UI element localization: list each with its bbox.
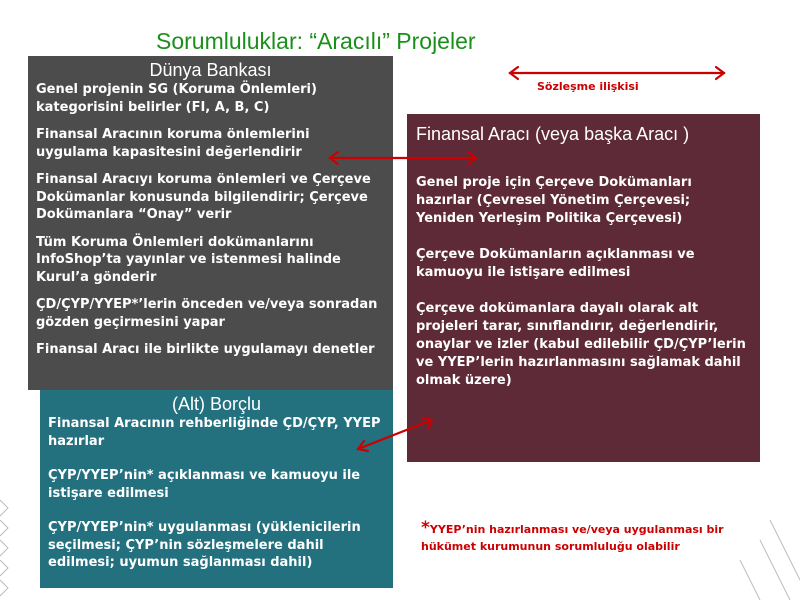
borrower-box (40, 390, 393, 588)
world-bank-box (28, 56, 393, 390)
world-bank-item: ÇD/ÇYP/YYEP*’lerin önceden ve/veya sonradan gözden geçirmesini yapar (36, 297, 378, 330)
financial-intermediary-item: Çerçeve Dokümanların açıklanması ve kamuoyu ile istişare edilmesi (416, 247, 695, 280)
contract-relationship-label: Sözleşme ilişkisi (537, 80, 639, 93)
borrower-heading: (Alt) Borçlu (171, 394, 261, 414)
world-bank-item: Finansal Aracı ile birlikte uygulamayı denetler (36, 342, 375, 357)
world-bank-item: Tüm Koruma Önlemleri dokümanlarını InfoShop’ta yayınlar ve istenmesi halinde Kurul’a gönderir (36, 234, 341, 285)
financial-intermediary-item: Çerçeve dokümanlara dayalı olarak alt projeleri tarar, sınıflandırır, değerlendirir, onaylar ve izler (kabul edilebilir ÇD/ÇYP’lerin ve YYEP’lerin hazırlanmasını sağlamak dahil olmak üzere) (416, 301, 746, 388)
financial-intermediary-heading: Finansal Aracı (veya başka Aracı ) (416, 124, 690, 144)
footnote-star: * (421, 518, 430, 538)
financial-intermediary-box (407, 114, 760, 462)
borrower-item: Finansal Aracının rehberliğinde ÇD/ÇYP, YYEP hazırlar (48, 416, 381, 449)
world-bank-item: Finansal Aracıyı koruma önlemleri ve Çerçeve Dokümanlar konusunda bilgilendirir; Çerçeve Dokümanlara “Onay” verir (36, 172, 371, 222)
footnote (421, 520, 761, 555)
financial-intermediary-item: Genel proje için Çerçeve Dokümanları hazırlar (Çevresel Yönetim Çerçevesi; Yeniden Yerleşim Politika Çerçevesi) (416, 175, 692, 226)
footnote-text: YYEP’nin hazırlanması ve/veya uygulanması bir hükümet kurumunun sorumluluğu olabilir (421, 523, 724, 553)
world-bank-heading: Dünya Bankası (149, 60, 272, 80)
world-bank-item: Finansal Aracının koruma önlemlerini uygulama kapasitesini değerlendirir (36, 127, 310, 160)
world-bank-item: Genel projenin SG (Koruma Önlemleri) kategorisini belirler (FI, A, B, C) (36, 82, 317, 115)
page-title: Sorumluluklar: “Aracılı” Projeler (156, 28, 476, 54)
borrower-item: ÇYP/YYEP’nin* uygulanması (yüklenicilerin seçilmesi; ÇYP’nin sözleşmelere dahil edilmesi; uyumun sağlanması dahil) (48, 520, 361, 570)
borrower-item: ÇYP/YYEP’nin* açıklanması ve kamuoyu ile istişare edilmesi (48, 468, 361, 501)
